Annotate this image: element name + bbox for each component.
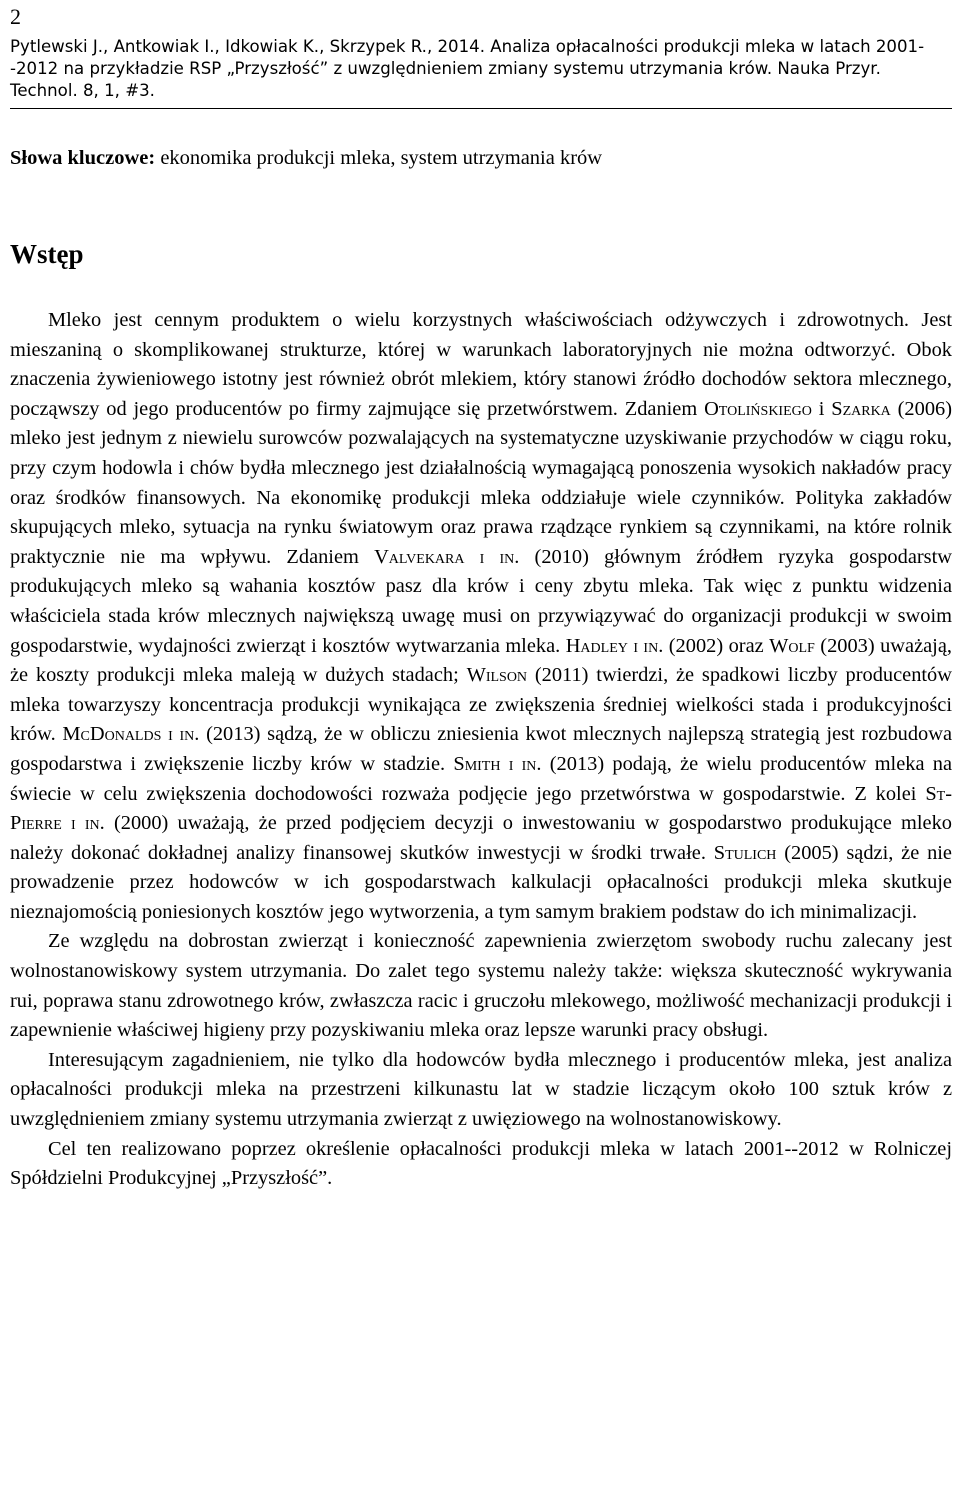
- author-name: Valvekara i in.: [374, 545, 520, 568]
- text-segment: (2013) sądzą, że w obliczu zniesienia kwot mlecznych najlepszą strategią jest rozbudowa gospodarstwa i zwiększenie liczby krów w stadzie.: [10, 723, 953, 775]
- author-name: Wolf: [769, 634, 815, 657]
- text-segment: (2013) podają, że wielu producentów mleka na świecie w celu zwiększenia dochodowości rozważa podjęcie jego przetwórstwa w gospodarstwie. Z kolei: [10, 752, 953, 805]
- author-name: Stulich: [713, 841, 777, 864]
- author-name: Otolińskiego: [704, 397, 812, 420]
- citation-header: Pytlewski J., Antkowiak I., Idkowiak K., Skrzypek R., 2014. Analiza opłacalności produkcji mleka w latach 2001--2012 na przykładzie RSP „Przyszłość” z uwzględnieniem zmiany systemu utrzymania krów. Nauka Przyr. Technol. 8, 1, #3.: [10, 36, 952, 109]
- paragraph: [10, 927, 952, 1045]
- paragraph: [10, 1046, 952, 1135]
- author-name: Smith i in.: [453, 752, 542, 775]
- text-segment: Mleko jest cennym produktem o wielu korzystnych właściwościach odżywczych i zdrowotnych. Jest mieszaniną o skomplikowanej strukturze, której w warunkach laboratoryjnych nie można odtworzyć. Obok znaczenia żywieniowego istotny jest również obrót mlekiem, który stanowi źródło dochodów sektora mlecznego, począwszy od jego producentów po firmy zajmujące się przetwórstwem. Zdaniem: [10, 309, 952, 420]
- text-segment: (2011) twierdzi, że spadkowi liczby producentów mleka towarzyszy koncentracja produkcji wynikająca ze zwiększenia średniej wielkości stada i produkcyjności krów.: [10, 664, 952, 746]
- body-text: [10, 306, 952, 1194]
- text-segment: (2003) uważają, że koszty produkcji mleka maleją w dużych stadach;: [10, 634, 952, 687]
- paragraph: [10, 306, 952, 927]
- section-heading: Wstęp: [10, 239, 84, 269]
- page-number: 2: [10, 4, 21, 29]
- text-segment: (2002) oraz: [663, 634, 770, 657]
- text-segment: (2005) sądzi, że nie prowadzenie przez hodowców w ich gospodarstwach kalkulacji opłacalności produkcji mleka skutkuje nieznajomością poniesionych kosztów jego wytworzenia, a tym samym brakiem podstaw do ich minimalizacji.: [10, 841, 952, 923]
- author-name: Hadley i in.: [565, 634, 664, 657]
- author-name: St-Pierre i in.: [10, 782, 952, 835]
- keywords-label: Słowa kluczowe:: [10, 147, 156, 169]
- text-segment: (2000) uważają, że przed podjęciem decyzji o inwestowaniu w gospodarstwo produkujące mleko należy dokonać dokładnej analizy finansowej skutków inwestycji w środki trwałe.: [10, 812, 952, 864]
- author-name: McDonalds i in.: [62, 723, 200, 746]
- text-segment: i: [811, 397, 832, 420]
- keywords-text: ekonomika produkcji mleka, system utrzymania krów: [160, 147, 603, 169]
- text-segment: Cel ten realizowano poprzez określenie opłacalności produkcji mleka w latach 2001--2012 w Rolniczej Spółdzielni Produkcyjnej „Przyszłość”.: [10, 1137, 952, 1190]
- text-segment: Interesującym zagadnieniem, nie tylko dla hodowców bydła mlecznego i producentów mleka, jest analiza opłacalności produkcji mleka na przestrzeni kilkunastu lat w stadzie liczącym około 100 sztuk krów z uwzględnieniem zmiany systemu utrzymania zwierząt z uwięziowego na wolnostanowiskowy.: [10, 1048, 952, 1131]
- author-name: Wilson: [466, 664, 528, 687]
- keywords-line: [10, 144, 602, 172]
- text-segment: (2006) mleko jest jednym z niewielu surowców pozwalających na systematyczne uzyskiwanie przychodów w ciągu roku, przy czym hodowla i chów bydła mlecznego jest działalnością wymagającą ponoszenia wysokich nakładów pracy oraz środków finansowych. Na ekonomikę produkcji mleka oddziałuje wiele czynników. Polityka zakładów skupujących mleko, sytuacja na rynku światowym oraz prawa rządzące rynkiem są czynnikami, na które rolnik praktycznie nie ma wpływu. Zdaniem: [10, 397, 953, 568]
- text-segment: (2010) głównym źródłem ryzyka gospodarstw produkujących mleko są wahania kosztów pasz dla krów i ceny zbytu mleka. Tak więc z punktu widzenia właściciela stada krów mlecznych największą uwagę musi on przywiązywać do organizacji produkcji w swoim gospodarstwie, wydajności zwierząt i kosztów wytwarzania mleka.: [10, 545, 952, 657]
- paragraph: [10, 1135, 952, 1194]
- text-segment: Ze względu na dobrostan zwierząt i konieczność zapewnienia zwierzętom swobody ruchu zalecany jest wolnostanowiskowy system utrzymania. Do zalet tego systemu należy także: większa skuteczność wykrywania rui, poprawa stanu zdrowotnego krów, zwłaszcza racic i gruczołu mlekowego, możliwość mechanizacji produkcji i zapewnienie właściwej higieny przy pozyskiwaniu mleka oraz lepsze warunki pracy obsługi.: [10, 930, 952, 1042]
- author-name: Szarka: [831, 397, 891, 420]
